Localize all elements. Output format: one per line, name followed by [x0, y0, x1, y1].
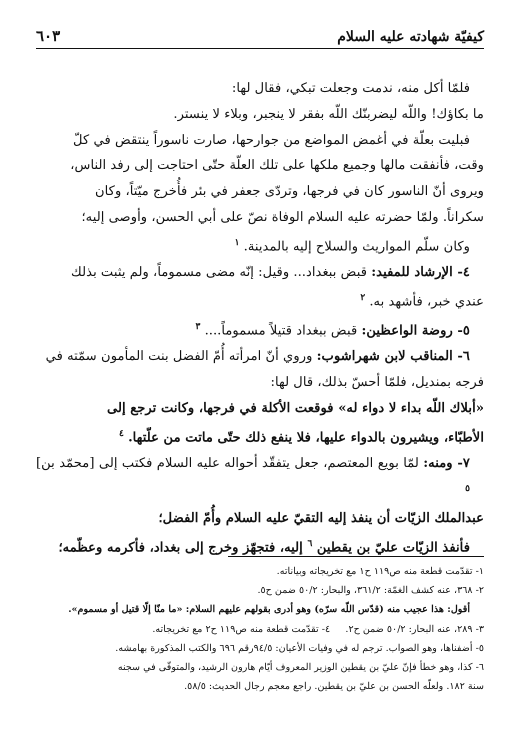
quote-line: «أبلاك اللّه بداء لا دواء له» فوقعت الأكلة في فرجها، وكانت ترجع إلى	[106, 400, 484, 416]
section-5	[36, 315, 484, 344]
page-header	[36, 24, 484, 49]
main-text	[36, 76, 484, 561]
text-segment: لمّا بويع المعتصم، جعل يتفقّد أحواله عليه السلام فكتب إلى [محمّد بن]	[36, 455, 419, 471]
text-segment: الأطبّاء، ويشيرون بالدواء عليها، فلا ينفع ذلك حتّى ماتت من علّتها.	[128, 429, 484, 445]
footnote	[36, 620, 484, 639]
footnote: ٢- ٣٦٨، عنه كشف الغمّة: ٣٦١/٢، والبحار: ٥٠/٢ ضمن ح٥.	[257, 585, 484, 597]
text-line: فبليت بعلّة في أغمض المواضع من جوارحها، صارت ناسوراً ينتقض في كلّ	[73, 132, 470, 148]
text-segment: قبض ببغداد قتيلاً مسموماً....	[204, 323, 358, 339]
text-segment: عندي خبر، فأشهد به.	[369, 294, 484, 310]
section-title: ٧- ومنه:	[423, 455, 470, 471]
section-title: ٤- الإرشاد للمفيد:	[371, 264, 470, 280]
footnote-ref: ٢	[360, 292, 366, 303]
text-segment: وكان سلّم المواريث والسلاح إليه بالمدينة.	[243, 239, 470, 255]
text-segment: قبض ببغداد... وقيل: إنّه مضى مسموماً، ولم يثبت بذلك	[71, 264, 368, 280]
text-line: ويروى أنّ الناسور كان في فرجها، وتردّى جعفر في بئر فأُخرج ميّتاً، وكان	[94, 184, 484, 200]
section-title: ٥- روضة الواعظين:	[361, 323, 470, 339]
text-line	[36, 286, 484, 315]
text-line: وقت، فأنفقت مالها وجميع ملكها على تلك العلّة حتّى احتاجت إلى رفد الناس،	[70, 158, 484, 174]
text-segment: وروي أنّ امرأته أُمّ الفضل بنت المأمون سمّته في	[45, 349, 313, 365]
footnote: سنة ١٨٢. ولعلّه الحسن بن عليّ بن يقطين. راجع معجم رجال الحديث: ٥٨/٥.	[184, 681, 484, 693]
quote-line	[36, 422, 484, 451]
footnote: ١- تقدّمت قطعة منه ص١١٩ ح١ مع تخريجاته وبياناته.	[276, 566, 484, 577]
text-line: سكراناً. ولمّا حضرته عليه السلام الوفاة نصّ على أبي الحسن، وأوصى إليه؛	[81, 209, 484, 225]
footnote-segment: ٤- تقدّمت قطعة منه ص١١٩ ح٢ مع تخريجاته.	[152, 623, 331, 635]
section-7	[36, 451, 484, 506]
text-line: عبدالملك الزيّات أن ينفذ إليه التقيّ عليه السلام وأُمّ الفضل؛	[158, 510, 484, 526]
running-title: كيفيّة شهادته عليه السلام	[337, 29, 484, 45]
text-segment: فأنفذ الزيّات عليّ بن يقطين	[316, 539, 470, 555]
section-title: ٦- المناقب لابن شهراشوب:	[316, 349, 470, 365]
footnote-ref: ٣	[195, 321, 201, 332]
footnote: ٦- كذا، وهو خطأ فإنّ عليّ بن يقطين الوزير المعروف أيّام هارون الرشيد، والمتوفّى في سجنه	[117, 662, 484, 674]
text-line: فرجه بمنديل، فلمّا أحسّ بذلك، قال لها:	[270, 374, 484, 390]
footnote-segment: ٣- ٢٨٩، عنه البحار: ٥٠/٢ ضمن ح٢.	[345, 623, 484, 635]
footnote-ref: ٦	[307, 538, 313, 549]
footnote-note: أقول: هذا عجيب منه (قدّس اللّه سرّه) وهو أدرى بقولهم عليهم السلام: «ما منّا إلّا قتيل أو مسموم».	[68, 604, 470, 616]
text-segment: إليه، فتجهّز وخرج إلى بغداد، فأكرمه وعظّمه؛	[58, 539, 303, 555]
footnote-ref: ٥	[465, 483, 470, 494]
text-line: ما بكاؤك! واللّه ليضربنّك اللّه بفقر لا ينجبر، وبلاء لا ينستر.	[173, 106, 484, 122]
text-line: فلمّا أكل منه، ندمت وجعلت تبكي، فقال لها:	[231, 81, 470, 96]
footnote-divider	[228, 556, 484, 557]
section-6	[36, 344, 484, 370]
section-4	[36, 260, 484, 286]
footnote-ref: ٤	[119, 428, 124, 439]
page-number: ٦٠٣	[36, 27, 61, 45]
footnote-ref: ١	[234, 237, 240, 248]
text-line	[36, 231, 484, 260]
footnotes	[36, 562, 484, 696]
footnote: ٥- أضفناها، وهو الصواب. ترجم له في وفيات الأعيان: ٩٤/٥رقم ٦٩٦ والكتب المذكورة بهامشه.	[115, 642, 484, 654]
